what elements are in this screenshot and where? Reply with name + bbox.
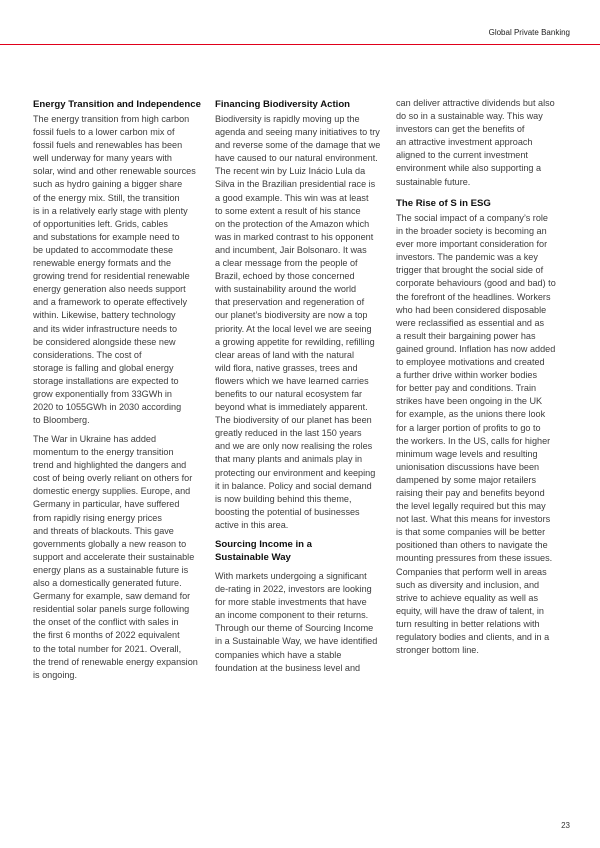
text-line: The social impact of a company’s role — [396, 213, 548, 223]
text-line: an income component to their returns. — [215, 610, 369, 621]
text-line: governments globally a new reason to — [33, 538, 187, 549]
text-line: the trend of renewable energy expansion — [33, 656, 198, 667]
text-line: Silva in the Brazilian presidential race is — [215, 179, 376, 190]
text-line: protecting our environment and keeping — [215, 467, 376, 478]
text-line: a growing appetite for rewilding, refilling — [215, 336, 375, 347]
income-heading — [215, 538, 397, 564]
text-line: to some extent a result of his stance — [215, 205, 361, 216]
text-line: that preservation and regeneration of — [215, 297, 365, 308]
esg-heading — [396, 197, 578, 210]
text-line: domestic energy supplies. Europe, and — [33, 486, 191, 497]
text-line: and substations for example need to — [33, 231, 180, 242]
text-line: was in marked contrast to his opponent — [215, 231, 374, 242]
text-line: residential solar panels surge following — [33, 604, 190, 615]
text-line: and a framework to operate effectively — [33, 297, 188, 308]
text-line: storage installations are expected to — [33, 375, 179, 386]
text-line: is that some companies will be better — [396, 527, 546, 538]
text-line: regulatory bodies and clients, and in a — [396, 632, 550, 642]
text-line: storage is falling and global energy — [33, 362, 174, 373]
text-line: for better pay and conditions. Train — [396, 383, 537, 394]
text-line: stronger bottom line. — [396, 645, 479, 656]
header-title: Global Private Banking — [488, 28, 570, 37]
text-line: energy generation also needs support — [33, 284, 186, 295]
text-line: on the protection of the Amazon which — [215, 218, 370, 229]
text-line: equity, will have the draw of talent, in — [396, 605, 544, 616]
text-line: the workers. In the US, calls for higher — [396, 435, 551, 446]
text-line: to the total number for 2021. Overall, — [33, 643, 182, 654]
text-line: aligned to the current investment — [396, 150, 528, 161]
text-line: agenda and seeing many initiatives to try — [215, 127, 380, 138]
text-line: of opportunities left. Grids, cables — [33, 218, 168, 229]
text-line: minimum wage levels and resulting — [396, 448, 538, 459]
text-line: a clear message from the people of — [215, 258, 358, 269]
section-heading-line: Energy Transition and Independence — [33, 99, 201, 110]
text-line: active in this area. — [215, 519, 289, 530]
text-line: be considered alongside these new — [33, 336, 176, 347]
text-line: is now building behind this theme, — [215, 493, 352, 504]
text-line: growing trend for residential renewable — [33, 271, 190, 282]
text-line: our planet’s biodiversity are now a top — [215, 310, 368, 321]
text-line: the onset of the conflict with sales in — [33, 617, 179, 628]
page-number: 23 — [561, 821, 570, 830]
text-line: strive to achieve equality as well as — [396, 592, 539, 603]
text-line: a result their bargaining power has — [396, 330, 536, 341]
text-line: of the energy mix. Still, the transition — [33, 192, 180, 203]
text-line: turn resulting in better relations with — [396, 618, 540, 629]
esg-paragraph — [396, 212, 578, 657]
text-line: companies which have a stable — [215, 649, 342, 660]
text-line: for example, as the unions there look — [396, 409, 546, 420]
text-line: ever more important consideration for — [396, 239, 548, 250]
text-line: with sustainability around the world — [215, 284, 357, 295]
text-line: trigger that brought the social side of — [396, 265, 544, 276]
text-line: gained ground. Inflation has now added — [396, 343, 556, 354]
section-heading-line: Sourcing Income in a — [215, 539, 313, 550]
text-line: energy plans as a sustainable future is — [33, 564, 189, 575]
text-line: beyond what is immediately apparent. — [215, 402, 368, 413]
text-line: greatly reduced in the last 150 years — [215, 428, 362, 439]
text-line: such as diversity and inclusion, and — [396, 579, 540, 590]
text-line: clear areas of land with the natural — [215, 349, 355, 360]
text-line: Companies that perform well in areas — [396, 566, 547, 577]
energy-paragraph-2 — [33, 433, 215, 682]
text-line: Germany in particular, have suffered — [33, 499, 180, 510]
text-line: With markets undergoing a significant — [215, 571, 367, 581]
text-line: Germany for example, saw demand for — [33, 591, 191, 602]
text-line: priority. At the local level we are seeing — [215, 323, 372, 334]
text-line: flowers which we have learned carries — [215, 375, 369, 386]
text-line: support and accelerate their sustainable — [33, 551, 195, 562]
text-line: it in balance. Policy and social demand — [215, 480, 372, 491]
text-line: and threats of blackouts. This gave — [33, 525, 174, 536]
text-line: sustainable future. — [396, 176, 471, 187]
text-line: The energy transition from high carbon — [33, 114, 190, 124]
text-line: fossil fuels to a lower carbon mix of — [33, 127, 175, 138]
text-line: a further drive within worker bodies — [396, 370, 538, 381]
text-line: is ongoing. — [33, 669, 77, 680]
text-line: Biodiversity is rapidly moving up the — [215, 114, 360, 124]
text-line: trend and highlighted the dangers and — [33, 460, 187, 471]
text-line: for a larger portion of profits to go to — [396, 422, 541, 433]
text-line: and we are only now realising the roles — [215, 441, 373, 452]
text-line: such as hydro gaining a bigger share — [33, 179, 183, 190]
text-line: de-rating in 2022, investors are looking — [215, 584, 372, 595]
text-line: can deliver attractive dividends but also — [396, 98, 555, 108]
text-line: solar, wind and other renewable sources — [33, 166, 196, 177]
text-line: also a domestically generated future. — [33, 578, 182, 589]
energy-heading — [33, 98, 215, 111]
text-line: dampened by some major retailers — [396, 474, 537, 485]
text-line: were reclassified as essential and as — [396, 317, 545, 328]
section-heading-line: Financing Biodiversity Action — [215, 99, 351, 110]
text-line: be updated to accommodate these — [33, 244, 174, 255]
income-paragraph — [215, 570, 397, 675]
text-line: wild flora, native grasses, trees and — [215, 362, 358, 373]
text-line: investors can get the benefits of — [396, 124, 525, 135]
energy-paragraph-1 — [33, 113, 215, 427]
text-line: grow exponentially from 33GWh in — [33, 388, 172, 399]
text-line: mounting pressures from these issues. — [396, 553, 553, 564]
text-line: and incumbent, Jair Bolsonaro. It was — [215, 244, 367, 255]
text-line: not last. What this means for investors — [396, 514, 551, 525]
text-line: the level legally required but this may — [396, 501, 546, 512]
text-line: 2020 to 1055GWh in 2030 according — [33, 402, 182, 413]
text-line: boosting the potential of businesses — [215, 506, 360, 517]
text-line: is in a relatively early stage with plenty — [33, 205, 188, 216]
text-line: Through our theme of Sourcing Income — [215, 623, 374, 634]
text-line: Brazil, echoed by those concerned — [215, 271, 355, 282]
text-line: have caused to our natural environment. — [215, 153, 378, 164]
text-line: strikes have been ongoing in the UK — [396, 396, 543, 407]
text-line: the forefront of the headlines. Workers — [396, 291, 551, 302]
text-line: benefits to our natural ecosystem far — [215, 388, 363, 399]
text-line: momentum to the energy transition — [33, 447, 174, 458]
text-line: the first 6 months of 2022 equivalent — [33, 630, 180, 641]
text-line: foundation at the business level and — [215, 662, 361, 673]
biodiversity-paragraph — [215, 113, 397, 532]
text-line: environment while also supporting a — [396, 163, 542, 174]
text-line: raising their pay and benefits beyond — [396, 487, 545, 498]
text-line: in the broader society is becoming an — [396, 226, 547, 237]
text-line: who had been considered disposable — [396, 304, 547, 315]
text-line: cost of being overly reliant on others for — [33, 473, 193, 484]
biodiversity-heading — [215, 98, 397, 111]
text-line: considerations. The cost of — [33, 349, 142, 360]
text-line: to employee motivations and created — [396, 357, 545, 368]
text-line: from rapidly rising energy prices — [33, 512, 162, 523]
income-paragraph-continued — [396, 97, 578, 189]
text-line: well underway for many years with — [33, 153, 172, 164]
text-line: for more stable investments that have — [215, 597, 367, 608]
section-heading-line: The Rise of S in ESG — [396, 198, 491, 209]
text-line: and reverse some of the damage that we — [215, 140, 381, 151]
text-line: positioned than others to navigate the — [396, 540, 548, 551]
text-line: and its wider infrastructure needs to — [33, 323, 178, 334]
section-heading-line: Sustainable Way — [215, 552, 291, 563]
text-line: fossil fuels and renewables has been — [33, 140, 183, 151]
text-line: within. Likewise, battery technology — [33, 310, 176, 321]
header-divider — [0, 44, 600, 45]
text-line: renewable energy formats and the — [33, 258, 172, 269]
text-line: in a Sustainable Way, we have identified — [215, 636, 378, 647]
text-line: The recent win by Luiz Inácio Lula da — [215, 166, 366, 177]
text-line: a good example. This win was at least — [215, 192, 369, 203]
text-line: to Bloomberg. — [33, 415, 90, 426]
text-line: The War in Ukraine has added — [33, 434, 156, 444]
text-line: The biodiversity of our planet has been — [215, 415, 372, 426]
text-line: investors. The pandemic was a key — [396, 252, 538, 263]
text-line: unionisation discussions have been — [396, 461, 540, 472]
text-line: an attractive investment approach — [396, 137, 533, 148]
text-line: do so in a sustainable way. This way — [396, 111, 543, 122]
text-line: corporate behaviours (good and bad) to — [396, 278, 556, 289]
text-line: that many plants and animals play in — [215, 454, 363, 465]
